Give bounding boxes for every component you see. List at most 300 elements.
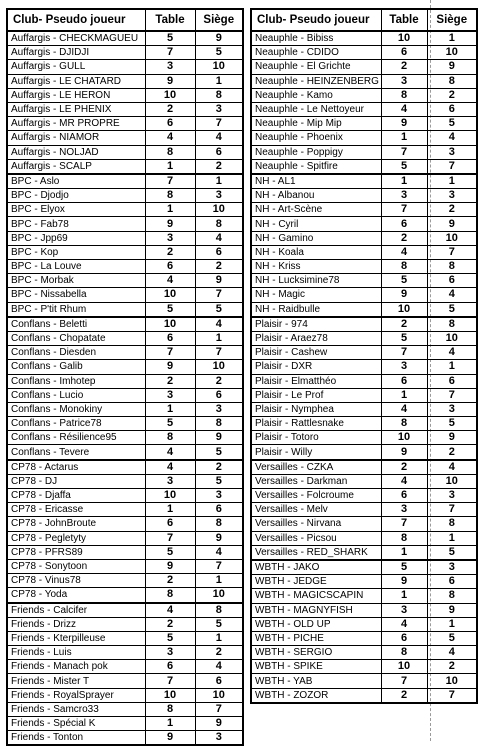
table-row: [251, 660, 477, 674]
player-name: Friends - Tonton: [7, 731, 145, 746]
seat-number: 10: [427, 674, 477, 688]
seat-number: 10: [427, 231, 477, 245]
table-number: 1: [145, 159, 195, 174]
player-name: CP78 - Vinus78: [7, 574, 145, 588]
table-row: [7, 417, 243, 431]
table-row: [7, 245, 243, 259]
player-name: Neauphle - CDIDO: [251, 46, 381, 60]
seat-number: 2: [195, 374, 243, 388]
table-row: [7, 503, 243, 517]
table-row: [251, 346, 477, 360]
player-name: Plaisir - Le Prof: [251, 388, 381, 402]
table-row: [251, 74, 477, 88]
player-name: NH - Art-Scène: [251, 203, 381, 217]
table-row: [7, 489, 243, 503]
seating-table-left: [6, 8, 244, 746]
table-number: 7: [145, 174, 195, 189]
seat-number: 1: [427, 360, 477, 374]
table-number: 8: [145, 145, 195, 159]
table-row: [7, 60, 243, 74]
table-number: 2: [381, 688, 427, 703]
seat-number: 9: [195, 274, 243, 288]
table-number: 9: [145, 360, 195, 374]
player-name: Auffargis - GULL: [7, 60, 145, 74]
table-number: 8: [381, 646, 427, 660]
table-row: [7, 131, 243, 145]
player-name: CP78 - Djaffa: [7, 489, 145, 503]
table-row: [7, 731, 243, 746]
table-row: [251, 360, 477, 374]
player-name: Versailles - Folcroume: [251, 489, 381, 503]
player-name: Plaisir - Araez78: [251, 331, 381, 345]
player-name: BPC - Jpp69: [7, 231, 145, 245]
seat-number: 4: [195, 317, 243, 332]
table-row: [7, 603, 243, 618]
table-number: 10: [145, 288, 195, 302]
table-row: [251, 60, 477, 74]
seat-number: 3: [427, 560, 477, 575]
seat-number: 10: [427, 46, 477, 60]
player-name: Auffargis - LE PHENIX: [7, 102, 145, 116]
table-row: [7, 517, 243, 531]
table-row: [7, 574, 243, 588]
table-number: 7: [381, 674, 427, 688]
player-name: CP78 - DJ: [7, 474, 145, 488]
seat-number: 3: [427, 489, 477, 503]
table-number: 8: [145, 702, 195, 716]
table-number: 5: [381, 159, 427, 174]
table-row: [251, 517, 477, 531]
table-number: 2: [145, 574, 195, 588]
table-row: [7, 31, 243, 46]
player-name: Friends - Calcifer: [7, 603, 145, 618]
seat-number: 6: [427, 575, 477, 589]
player-name: Plaisir - Willy: [251, 445, 381, 460]
table-row: [251, 374, 477, 388]
player-name: Auffargis - MR PROPRE: [7, 117, 145, 131]
table-number: 4: [381, 402, 427, 416]
player-name: Auffargis - LE CHATARD: [7, 74, 145, 88]
table-number: 10: [381, 660, 427, 674]
table-row: [7, 88, 243, 102]
seat-number: 3: [427, 145, 477, 159]
player-name: Versailles - Melv: [251, 503, 381, 517]
table-number: 4: [145, 274, 195, 288]
table-row: [7, 559, 243, 573]
table-number: 5: [145, 31, 195, 46]
table-row: [251, 589, 477, 603]
table-row: [7, 231, 243, 245]
table-row: [251, 46, 477, 60]
table-row: [7, 346, 243, 360]
seat-number: 9: [195, 431, 243, 445]
seat-number: 5: [427, 417, 477, 431]
player-name: Neauphle - Le Nettoyeur: [251, 102, 381, 116]
table-number: 7: [145, 531, 195, 545]
seat-number: 3: [195, 402, 243, 416]
seat-number: 9: [427, 60, 477, 74]
table-number: 7: [145, 46, 195, 60]
table-number: 10: [145, 688, 195, 702]
player-name: WBTH - SERGIO: [251, 646, 381, 660]
table-row: [7, 331, 243, 345]
header-table: Table: [381, 9, 427, 31]
player-name: NH - AL1: [251, 174, 381, 189]
player-name: Friends - Kterpilleuse: [7, 631, 145, 645]
seat-number: 10: [195, 203, 243, 217]
player-name: Plaisir - Rattlesnake: [251, 417, 381, 431]
table-number: 2: [145, 102, 195, 116]
table-row: [251, 560, 477, 575]
table-number: 7: [145, 346, 195, 360]
table-number: 4: [145, 603, 195, 618]
table-row: [251, 674, 477, 688]
player-name: NH - Albanou: [251, 189, 381, 203]
table-number: 3: [381, 503, 427, 517]
player-name: CP78 - PFRS89: [7, 545, 145, 559]
seat-number: 10: [195, 360, 243, 374]
table-row: [251, 231, 477, 245]
table-number: 3: [381, 360, 427, 374]
header-club-pseudo: Club- Pseudo joueur: [7, 9, 145, 31]
table-row: [7, 388, 243, 402]
table-row: [251, 88, 477, 102]
seat-number: 5: [427, 302, 477, 317]
table-row: [7, 702, 243, 716]
seat-number: 6: [427, 102, 477, 116]
player-name: Conflans - Lucio: [7, 388, 145, 402]
table-number: 4: [145, 131, 195, 145]
table-number: 5: [381, 331, 427, 345]
table-number: 10: [145, 489, 195, 503]
table-number: 2: [381, 317, 427, 332]
player-name: WBTH - MAGICSCAPIN: [251, 589, 381, 603]
player-name: WBTH - PICHE: [251, 631, 381, 645]
player-name: BPC - La Louve: [7, 260, 145, 274]
table-number: 8: [381, 531, 427, 545]
player-name: Neauphle - Bibiss: [251, 31, 381, 46]
table-row: [251, 460, 477, 475]
player-name: Auffargis - LE HERON: [7, 88, 145, 102]
seat-number: 3: [195, 102, 243, 116]
table-number: 8: [145, 189, 195, 203]
player-name: BPC - Nissabella: [7, 288, 145, 302]
seat-number: 5: [195, 617, 243, 631]
seat-number: 4: [195, 231, 243, 245]
table-number: 6: [145, 517, 195, 531]
player-name: Conflans - Galib: [7, 360, 145, 374]
table-row: [251, 445, 477, 460]
player-name: Conflans - Diesden: [7, 346, 145, 360]
player-name: WBTH - MAGNYFISH: [251, 603, 381, 617]
player-name: Conflans - Chopatate: [7, 331, 145, 345]
seat-number: 8: [195, 88, 243, 102]
table-number: 9: [145, 74, 195, 88]
seat-number: 9: [195, 31, 243, 46]
table-number: 2: [145, 245, 195, 259]
player-name: Plaisir - Totoro: [251, 431, 381, 445]
seat-number: 4: [427, 346, 477, 360]
seat-number: 1: [427, 31, 477, 46]
seating-table-right: [250, 8, 478, 704]
table-row: [7, 717, 243, 731]
table-number: 10: [381, 431, 427, 445]
player-name: Neauphle - Phoenix: [251, 131, 381, 145]
table-row: [251, 274, 477, 288]
player-name: Auffargis - SCALP: [7, 159, 145, 174]
table-number: 9: [381, 445, 427, 460]
table-number: 10: [145, 317, 195, 332]
seat-number: 6: [195, 503, 243, 517]
table-number: 1: [381, 174, 427, 189]
table-number: 6: [145, 117, 195, 131]
table-row: [7, 46, 243, 60]
table-row: [251, 31, 477, 46]
table-row: [7, 102, 243, 116]
table-row: [7, 360, 243, 374]
table-row: [7, 445, 243, 460]
table-row: [251, 474, 477, 488]
seat-number: 7: [195, 559, 243, 573]
player-name: Neauphle - El Grichte: [251, 60, 381, 74]
table-row: [7, 117, 243, 131]
table-number: 6: [381, 217, 427, 231]
table-number: 10: [381, 31, 427, 46]
table-row: [251, 302, 477, 317]
table-row: [251, 159, 477, 174]
seat-number: 7: [427, 159, 477, 174]
seat-number: 1: [195, 331, 243, 345]
seat-number: 3: [195, 731, 243, 746]
table-row: [251, 102, 477, 116]
player-name: Plaisir - Nymphea: [251, 402, 381, 416]
player-name: Plaisir - 974: [251, 317, 381, 332]
player-name: Neauphle - Spitfire: [251, 159, 381, 174]
player-name: WBTH - OLD UP: [251, 617, 381, 631]
table-row: [7, 431, 243, 445]
player-name: BPC - Elyox: [7, 203, 145, 217]
player-name: Friends - Mister T: [7, 674, 145, 688]
table-number: 1: [381, 131, 427, 145]
player-name: Auffargis - NOLJAD: [7, 145, 145, 159]
seat-number: 5: [195, 302, 243, 317]
table-number: 8: [381, 88, 427, 102]
table-number: 6: [381, 631, 427, 645]
table-row: [251, 245, 477, 259]
seat-number: 1: [427, 617, 477, 631]
table-row: [7, 545, 243, 559]
table-row: [7, 302, 243, 317]
seat-number: 6: [195, 145, 243, 159]
table-row: [251, 603, 477, 617]
header-table: Table: [145, 9, 195, 31]
player-name: BPC - Kop: [7, 245, 145, 259]
table-number: 1: [381, 388, 427, 402]
table-number: 10: [381, 302, 427, 317]
seat-number: 6: [195, 674, 243, 688]
player-name: BPC - Djodjo: [7, 189, 145, 203]
header-club-pseudo: Club- Pseudo joueur: [251, 9, 381, 31]
player-name: Friends - Spécial K: [7, 717, 145, 731]
seat-number: 7: [195, 702, 243, 716]
header-seat: Siège: [427, 9, 477, 31]
player-name: NH - Cyril: [251, 217, 381, 231]
seat-number: 9: [427, 217, 477, 231]
seat-number: 8: [195, 417, 243, 431]
player-name: CP78 - Ericasse: [7, 503, 145, 517]
player-name: BPC - Aslo: [7, 174, 145, 189]
table-row: [7, 531, 243, 545]
table-number: 2: [381, 460, 427, 475]
seat-number: 2: [195, 159, 243, 174]
table-row: [7, 617, 243, 631]
table-row: [251, 260, 477, 274]
table-number: 1: [145, 717, 195, 731]
player-name: WBTH - JEDGE: [251, 575, 381, 589]
table-row: [251, 217, 477, 231]
seat-number: 8: [427, 260, 477, 274]
player-name: Auffargis - CHECKMAGUEU: [7, 31, 145, 46]
table-number: 5: [381, 560, 427, 575]
seat-number: 8: [427, 317, 477, 332]
table-row: [251, 503, 477, 517]
table-row: [251, 402, 477, 416]
seat-number: 5: [195, 474, 243, 488]
table-row: [251, 388, 477, 402]
table-row: [251, 117, 477, 131]
seat-number: 7: [427, 688, 477, 703]
table-number: 4: [381, 474, 427, 488]
table-number: 5: [145, 417, 195, 431]
player-name: NH - Gamino: [251, 231, 381, 245]
seat-number: 5: [195, 46, 243, 60]
seat-number: 4: [195, 131, 243, 145]
player-name: NH - Lucksimine78: [251, 274, 381, 288]
seat-number: 2: [427, 445, 477, 460]
player-name: Conflans - Beletti: [7, 317, 145, 332]
player-name: BPC - Fab78: [7, 217, 145, 231]
seat-number: 10: [195, 688, 243, 702]
table-number: 1: [145, 203, 195, 217]
player-name: NH - Kriss: [251, 260, 381, 274]
table-number: 7: [381, 517, 427, 531]
table-number: 3: [145, 474, 195, 488]
seat-number: 1: [195, 74, 243, 88]
table-number: 7: [381, 145, 427, 159]
seat-number: 6: [427, 274, 477, 288]
seat-number: 3: [427, 189, 477, 203]
table-row: [7, 159, 243, 174]
table-row: [7, 402, 243, 416]
table-row: [7, 217, 243, 231]
seat-number: 1: [427, 531, 477, 545]
seat-number: 4: [427, 646, 477, 660]
table-row: [7, 174, 243, 189]
table-row: [7, 674, 243, 688]
player-name: WBTH - SPIKE: [251, 660, 381, 674]
table-number: 3: [145, 388, 195, 402]
table-number: 9: [381, 288, 427, 302]
seat-number: 1: [195, 574, 243, 588]
table-number: 4: [381, 245, 427, 259]
seat-number: 3: [427, 402, 477, 416]
table-row: [251, 417, 477, 431]
table-row: [251, 189, 477, 203]
table-number: 4: [145, 445, 195, 460]
table-row: [251, 288, 477, 302]
table-number: 8: [381, 260, 427, 274]
table-number: 1: [381, 545, 427, 560]
seat-number: 2: [195, 260, 243, 274]
player-name: WBTH - ZOZOR: [251, 688, 381, 703]
table-number: 1: [381, 589, 427, 603]
table-number: 2: [145, 374, 195, 388]
seat-number: 6: [427, 374, 477, 388]
player-name: Friends - Luis: [7, 646, 145, 660]
seat-number: 8: [427, 74, 477, 88]
table-number: 3: [145, 60, 195, 74]
table-number: 7: [381, 203, 427, 217]
table-row: [7, 646, 243, 660]
seat-number: 2: [195, 646, 243, 660]
player-name: Conflans - Tevere: [7, 445, 145, 460]
player-name: NH - Magic: [251, 288, 381, 302]
seat-number: 7: [427, 503, 477, 517]
seat-number: 2: [427, 203, 477, 217]
seat-number: 8: [195, 217, 243, 231]
player-name: Plaisir - Cashew: [251, 346, 381, 360]
table-row: [7, 317, 243, 332]
seat-number: 7: [195, 346, 243, 360]
player-name: Conflans - Monokiny: [7, 402, 145, 416]
table-number: 3: [381, 189, 427, 203]
table-number: 9: [381, 117, 427, 131]
table-number: 6: [381, 489, 427, 503]
table-number: 4: [145, 460, 195, 475]
seat-number: 4: [195, 545, 243, 559]
player-name: Conflans - Résilience95: [7, 431, 145, 445]
table-row: [251, 646, 477, 660]
table-row: [251, 203, 477, 217]
table-number: 8: [145, 431, 195, 445]
seat-number: 3: [195, 489, 243, 503]
player-name: CP78 - JohnBroute: [7, 517, 145, 531]
table-number: 7: [381, 346, 427, 360]
player-name: NH - Koala: [251, 245, 381, 259]
table-row: [251, 575, 477, 589]
seat-number: 8: [195, 603, 243, 618]
table-row: [7, 688, 243, 702]
player-name: Versailles - Nirvana: [251, 517, 381, 531]
table-number: 2: [381, 231, 427, 245]
seat-number: 4: [195, 660, 243, 674]
table-row: [251, 317, 477, 332]
player-name: Neauphle - Poppigy: [251, 145, 381, 159]
table-row: [251, 688, 477, 703]
table-number: 8: [145, 588, 195, 603]
seat-number: 4: [427, 288, 477, 302]
table-row: [7, 74, 243, 88]
table-row: [7, 588, 243, 603]
player-name: Versailles - Darkman: [251, 474, 381, 488]
table-number: 3: [145, 231, 195, 245]
seat-number: 10: [427, 474, 477, 488]
seat-number: 5: [427, 545, 477, 560]
seat-number: 4: [427, 131, 477, 145]
table-number: 6: [381, 374, 427, 388]
table-number: 1: [145, 402, 195, 416]
player-name: Versailles - Picsou: [251, 531, 381, 545]
